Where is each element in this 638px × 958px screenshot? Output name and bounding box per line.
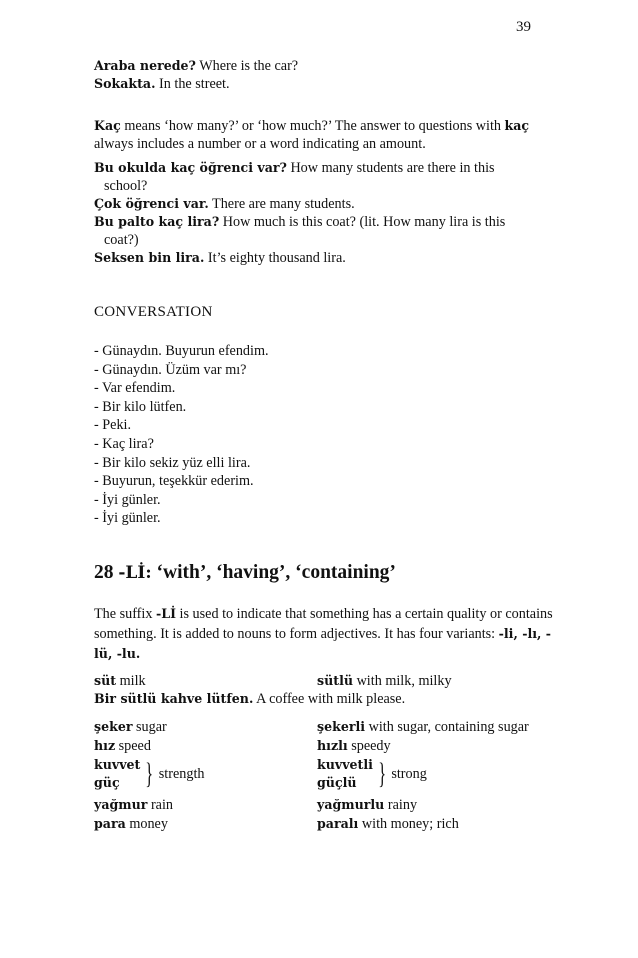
conversation-line: - Buyurun, teşekkür ederim.: [94, 473, 254, 490]
vocab-derived: yağmurlu rainy: [317, 797, 418, 813]
example-block-b: [94, 159, 538, 267]
example-sentence: Bir sütlü kahve lütfen. A coffee with milk please.: [94, 691, 406, 707]
conversation-line: - Peki.: [94, 417, 132, 434]
vocab-derived: sütlü with milk, milky: [317, 673, 452, 689]
example-sentence: Seksen bin lira. It’s eighty thousand lira.: [94, 250, 346, 266]
kac-explanation: Kaç means ‘how many?’ or ‘how much?’ The answer to questions with kaç always includes a number or a word indicating an amount.: [94, 118, 530, 152]
page-number: 39: [516, 19, 531, 35]
section-heading: [94, 562, 396, 584]
conversation-heading: CONVERSATION: [94, 304, 213, 320]
brace-glyph: }: [378, 757, 387, 790]
brace-glyph: }: [145, 757, 154, 790]
vocab-derived-pair: kuvvetli güçlü } strong: [317, 757, 427, 790]
conversation-line: - Var efendim.: [94, 380, 176, 397]
section-title: ‘with’, ‘having’, ‘containing’: [156, 562, 396, 583]
vocab-derived: paralı with money; rich: [317, 816, 459, 832]
conversation-line: - Günaydın. Buyurun efendim.: [94, 343, 269, 359]
conversation-line: - Kaç lira?: [94, 435, 154, 452]
example-sentence: Sokakta. In the street.: [94, 76, 230, 92]
vocab-derived: hızlı speedy: [317, 738, 391, 754]
example-block-a: [94, 57, 554, 93]
example-sentence: Çok öğrenci var. There are many students.: [94, 196, 355, 212]
vocab-base: yağmur rain: [94, 797, 174, 813]
conversation-line: - İyi günler.: [94, 510, 161, 527]
conversation-list: [94, 342, 269, 528]
conversation-line: - Bir kilo lütfen.: [94, 398, 187, 415]
vocab-base: şeker sugar: [94, 719, 167, 735]
example-sentence: Bu palto kaç lira? How much is this coat? (lit. How many lira is this coat?): [94, 214, 506, 248]
example-sentence: Araba nerede? Where is the car?: [94, 58, 299, 74]
section-suffix: -Lİ:: [118, 563, 152, 583]
vocab-base: süt milk: [94, 673, 146, 689]
conversation-line: - Bir kilo sekiz yüz elli lira.: [94, 454, 251, 471]
conversation-line: - İyi günler.: [94, 491, 161, 508]
suffix-explanation: The suffix -Lİ is used to indicate that something has a certain quality or contains something. It is added to nouns to form adjectives. It has four variants: -li, -lı, -lü, -lu.: [94, 606, 553, 661]
example-sentence: Bu okulda kaç öğrenci var? How many students are there in this school?: [94, 160, 495, 194]
vocab-base: para money: [94, 816, 168, 832]
vocab-base: hız speed: [94, 738, 151, 754]
conversation-line: - Günaydın. Üzüm var mı?: [94, 361, 247, 378]
section-number: 28: [94, 562, 114, 583]
vocab-derived: şekerli with sugar, containing sugar: [317, 719, 529, 735]
vocab-base-pair: kuvvet güç } strength: [94, 757, 205, 790]
